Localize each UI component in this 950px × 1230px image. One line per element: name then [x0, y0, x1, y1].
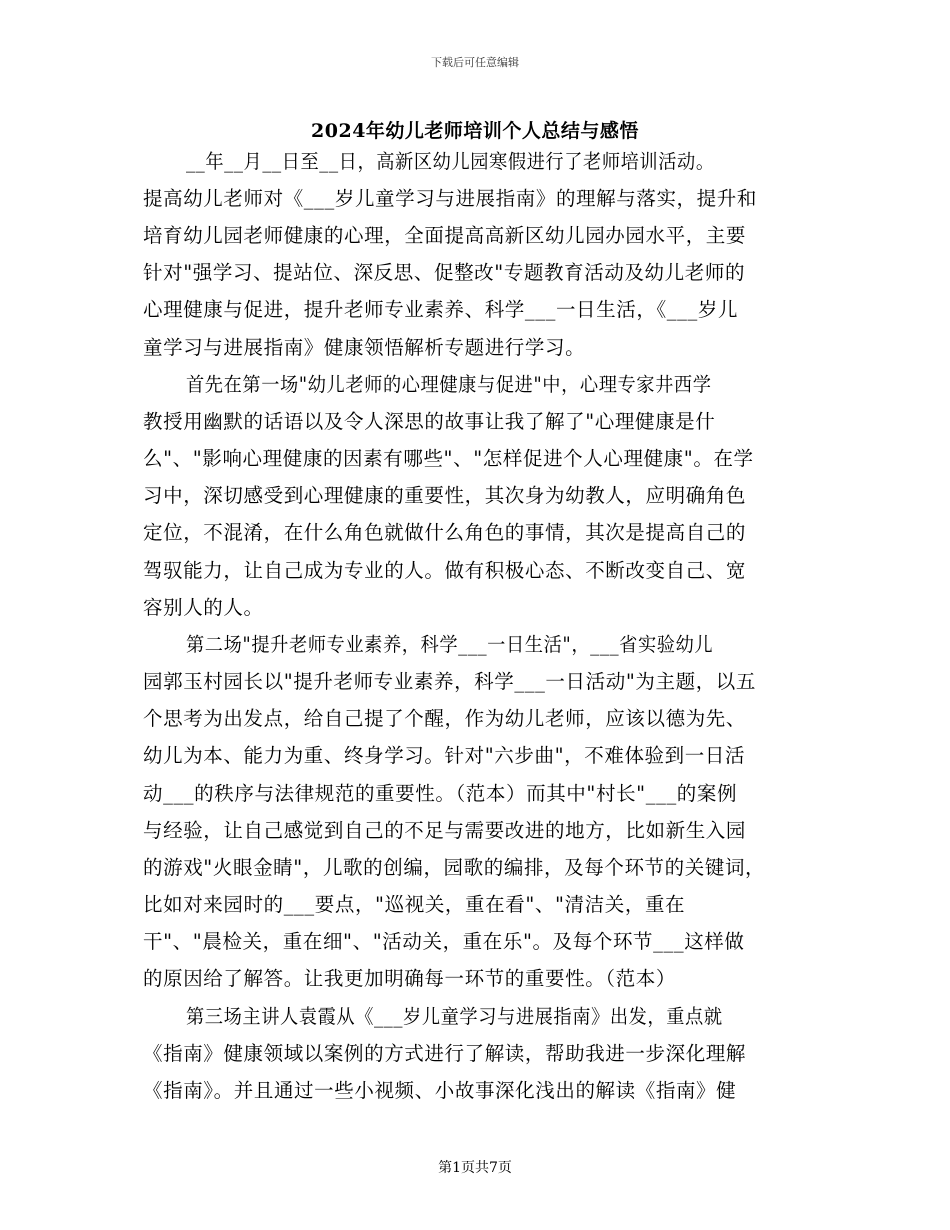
- body-line: 驾驭能力，让自己成为专业的人。做有积极心态、不断改变自己、宽: [143, 559, 747, 582]
- body-line: 的原因给了解答。让我更加明确每一环节的重要性。（范本）: [143, 967, 676, 990]
- body-line: 的游戏"火眼金睛"，儿歌的创编，园歌的编排，及每个环节的关键词，: [143, 856, 766, 879]
- body-line: 动___的秩序与法律规范的重要性。（范本）而其中"村长"___的案例: [143, 782, 738, 805]
- body-line: 培育幼儿园老师健康的心理，全面提高高新区幼儿园办园水平，主要: [143, 224, 747, 247]
- body-line: 提高幼儿老师对《___岁儿童学习与进展指南》的理解与落实，提升和: [143, 187, 757, 210]
- body-line: 童学习与进展指南》健康领悟解析专题进行学习。: [143, 336, 586, 359]
- body-line: 首先在第一场"幼儿老师的心理健康与促进"中，心理专家井西学: [186, 373, 712, 396]
- body-line: 园郭玉村园长以"提升老师专业素养，科学___一日活动"为主题，以五: [143, 670, 756, 693]
- body-line: 与经验，让自己感觉到自己的不足与需要改进的地方，比如新生入园: [143, 819, 747, 842]
- body-line: 定位，不混淆，在什么角色就做什么角色的事情，其次是提高自己的: [143, 521, 747, 544]
- page-number: 第1页共7页: [438, 1160, 512, 1176]
- body-line: 第二场"提升老师专业素养，科学___一日生活"，___省实验幼儿: [186, 633, 714, 656]
- body-line: 《指南》。并且通过一些小视频、小故事深化浅出的解读《指南》健: [143, 1079, 737, 1102]
- body-line: 个思考为出发点，给自己提了个醒，作为幼儿老师，应该以德为先、: [143, 707, 747, 730]
- body-line: 教授用幽默的话语以及令人深思的故事让我了解了"心理健康是什: [143, 410, 716, 433]
- body-line: 《指南》健康领域以案例的方式进行了解读，帮助我进一步深化理解: [143, 1042, 747, 1065]
- body-line: 心理健康与促进，提升老师专业素养、科学___一日生活，《___岁儿: [143, 298, 739, 321]
- body-line: 第三场主讲人袁霞从《___岁儿童学习与进展指南》出发，重点就: [186, 1005, 723, 1028]
- body-line: 比如对来园时的___要点，"巡视关，重在看"、"清洁关，重在: [143, 893, 686, 916]
- body-line: 习中，深切感受到心理健康的重要性，其次身为幼教人，应明确角色: [143, 484, 747, 507]
- body-line: 幼儿为本、能力为重、终身学习。针对"六步曲"，不难体验到一日活: [143, 744, 746, 767]
- body-line: 容别人的人。: [143, 596, 264, 619]
- body-line: 么"、"影响心理健康的因素有哪些"、"怎样促进个人心理健康"。在学: [143, 447, 754, 470]
- document-title: 2024年幼儿老师培训个人总结与感悟: [311, 120, 639, 142]
- body-line: 针对"强学习、提站位、深反思、促整改"专题教育活动及幼儿老师的: [143, 261, 746, 284]
- header-note: 下载后可任意编辑: [431, 56, 519, 69]
- body-line: 干"、"晨检关，重在细"、"活动关，重在乐"。及每个环节___这样做: [143, 930, 745, 953]
- body-line: __年__月__日至__日，高新区幼儿园寒假进行了老师培训活动。: [186, 150, 715, 173]
